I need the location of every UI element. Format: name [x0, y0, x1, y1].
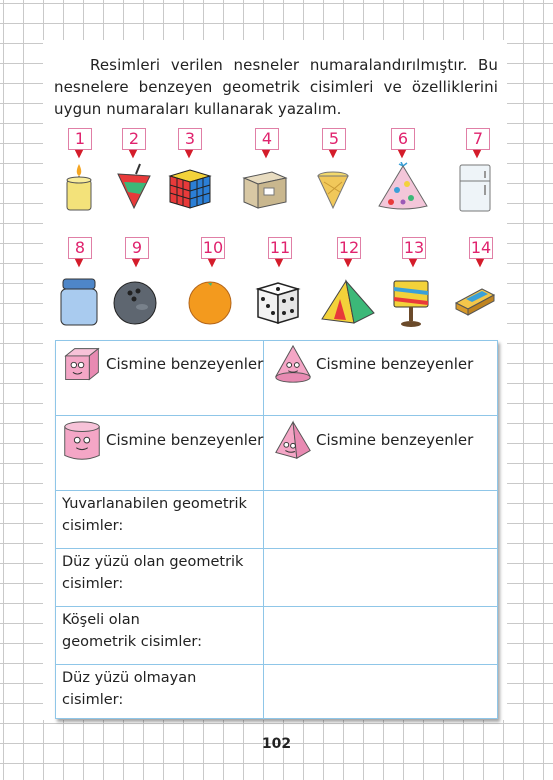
object-item-party-hat: [387, 128, 427, 208]
object-item-lamp: [398, 237, 438, 317]
matchbox-icon: [449, 277, 501, 327]
cardboard-box-icon: [237, 162, 293, 212]
object-item-matchbox: [465, 237, 505, 317]
object-item-jar: [64, 237, 104, 317]
object-item-candle: [64, 128, 104, 208]
object-number: 11: [269, 238, 291, 257]
object-item-tent: [333, 237, 373, 317]
property-label: Düz yüzü olmayan cisimler:: [62, 670, 197, 708]
object-number: 13: [403, 238, 425, 257]
cone-icon: [272, 343, 314, 387]
arrow-down-icon: ▼: [343, 256, 353, 269]
arrow-down-icon: ▼: [328, 147, 338, 160]
arrow-down-icon: ▼: [131, 256, 141, 269]
candle-icon: [56, 162, 102, 212]
arrow-down-icon: ▼: [207, 256, 217, 269]
arrow-down-icon: ▼: [74, 147, 84, 160]
table-divider: [56, 490, 497, 491]
cube-icon: [62, 345, 102, 385]
cylinder-icon: [60, 419, 104, 465]
arrow-down-icon: ▼: [472, 147, 482, 160]
ice-cream-cone-icon: [310, 162, 356, 212]
object-number: 5: [322, 128, 346, 150]
shape-row-label: Cismine benzeyenler: [106, 431, 264, 449]
object-number: 14: [470, 238, 492, 257]
arrow-down-icon: ▼: [397, 147, 407, 160]
object-item-orange: [197, 237, 237, 317]
property-label: Düz yüzü olan geometrik cisimler:: [62, 554, 244, 592]
arrow-down-icon: ▼: [128, 147, 138, 160]
page-number: 102: [261, 736, 292, 752]
pyramid-icon: [272, 419, 314, 463]
orange-icon: [183, 277, 237, 327]
arrow-down-icon: ▼: [184, 147, 194, 160]
object-number: 9: [125, 237, 149, 259]
object-number: 10: [202, 238, 224, 257]
table-divider: [56, 664, 497, 665]
tent-icon: [319, 277, 377, 327]
arrow-down-icon: ▼: [261, 147, 271, 160]
object-item-spinning-top: [118, 128, 158, 208]
object-item-cardboard-box: [251, 128, 291, 208]
table-divider: [56, 548, 497, 549]
object-number: 7: [466, 128, 490, 150]
instruction-text: Resimleri verilen nesneler numaralandırılmıştır. Bu nesnelere benzeyen geometrik cisimleri ve özelliklerini uygun numaraları kullanarak yazalım.: [54, 56, 498, 118]
object-number: 12: [338, 238, 360, 257]
object-item-rubiks-cube: [174, 128, 214, 208]
object-number: 3: [178, 128, 202, 150]
arrow-down-icon: ▼: [74, 256, 84, 269]
geometry-table: [55, 340, 498, 719]
arrow-down-icon: ▼: [475, 256, 485, 269]
table-divider: [56, 606, 497, 607]
object-number: 6: [391, 128, 415, 150]
refrigerator-icon: [452, 160, 498, 216]
bowling-ball-icon: [109, 277, 161, 327]
object-item-bowling-ball: [121, 237, 161, 317]
property-label: Köşeli olan geometrik cisimler:: [62, 612, 202, 650]
object-number: 8: [68, 237, 92, 259]
rubiks-cube-icon: [166, 162, 212, 212]
table-divider: [56, 415, 497, 416]
object-item-ice-cream-cone: [318, 128, 358, 208]
party-hat-icon: [373, 162, 433, 212]
die-icon: [250, 277, 304, 327]
shape-row-label: Cismine benzeyenler: [316, 355, 474, 373]
shape-row-label: Cismine benzeyenler: [316, 431, 474, 449]
object-number: 4: [255, 128, 279, 150]
lamp-icon: [388, 275, 434, 333]
object-number: 2: [122, 128, 146, 150]
shape-row-label: Cismine benzeyenler: [106, 355, 264, 373]
table-divider: [263, 341, 264, 718]
property-label: Yuvarlanabilen geometrik cisimler:: [62, 496, 247, 534]
object-number: 1: [68, 128, 92, 150]
object-item-refrigerator: [462, 128, 502, 208]
jar-icon: [56, 277, 102, 327]
spinning-top-icon: [110, 162, 156, 212]
object-item-die: [264, 237, 304, 317]
arrow-down-icon: ▼: [408, 256, 418, 269]
arrow-down-icon: ▼: [274, 256, 284, 269]
